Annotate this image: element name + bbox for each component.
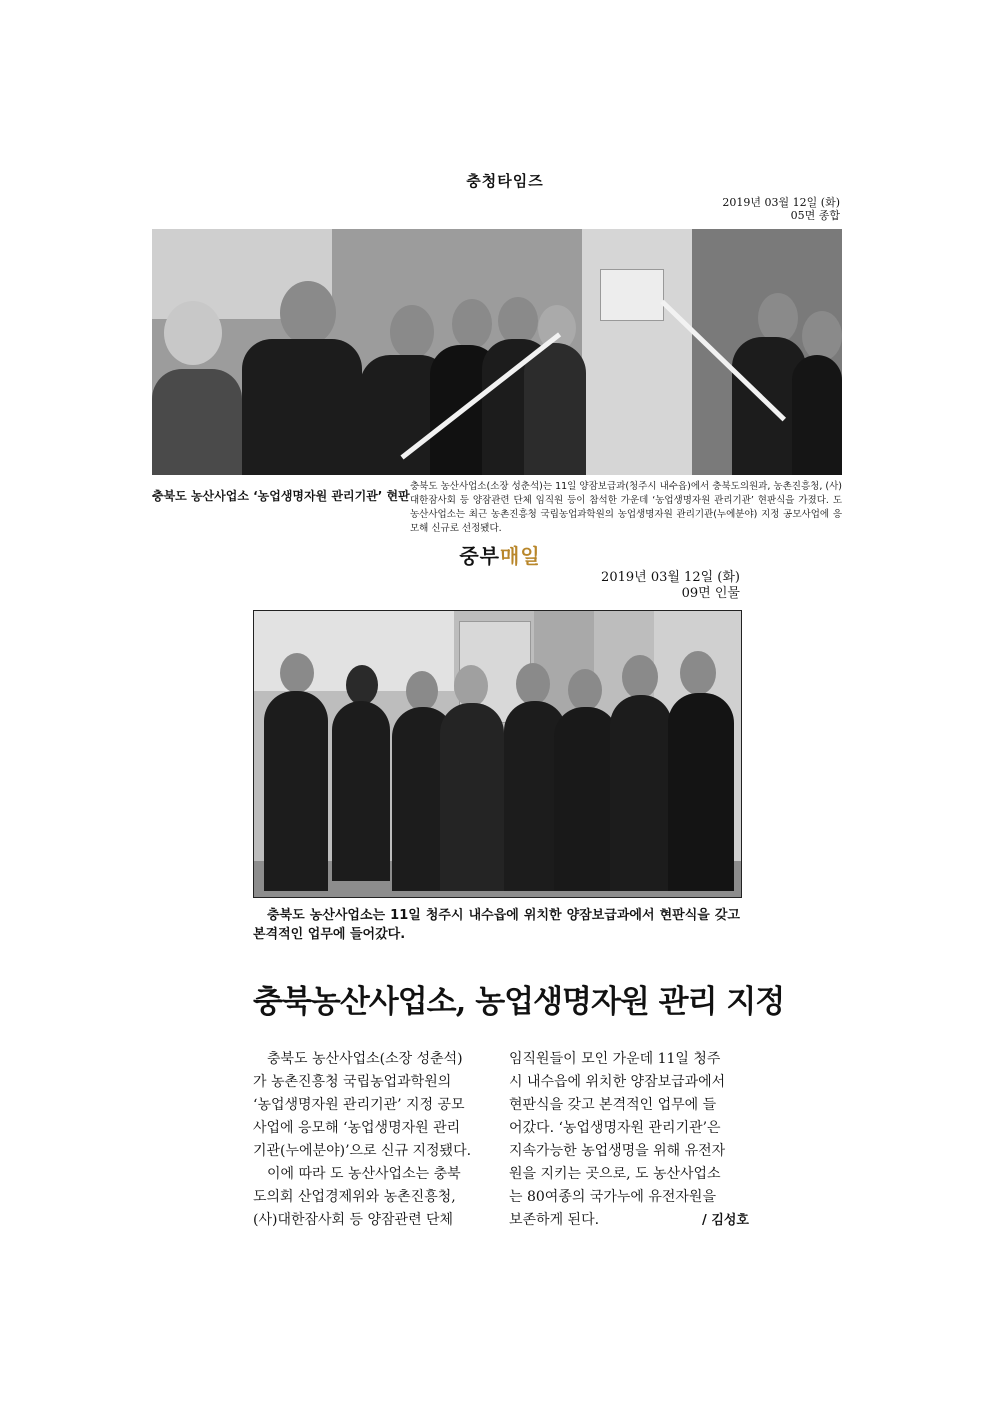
body-line: 지속가능한 농업생명을 위해 유전자 bbox=[509, 1143, 726, 1159]
body-line: ‘농업생명자원 관리기관’ 지정 공모 bbox=[253, 1097, 465, 1113]
date-text: 2019년 03월 12일 (화) bbox=[601, 570, 740, 585]
body-line: (사)대한잠사회 등 양잠관련 단체 bbox=[253, 1212, 454, 1228]
body-line: 임직원들이 모인 가운데 11일 청주 bbox=[509, 1051, 721, 1067]
ceremony-photo-1 bbox=[152, 229, 842, 475]
body-line: 현판식을 갖고 본격적인 업무에 들 bbox=[509, 1097, 717, 1113]
masthead-jungbu-maeil bbox=[420, 540, 580, 569]
ceremony-photo-2 bbox=[253, 610, 742, 898]
article-column-2 bbox=[509, 1048, 749, 1232]
body-line: 시 내수읍에 위치한 양잠보급과에서 bbox=[509, 1074, 726, 1090]
article-headline: 충북농산사업소, 농업생명자원 관리 지정 bbox=[253, 984, 785, 1020]
caption-body-1: 충북도 농산사업소(소장 성춘석)는 11일 양잠보급과(청주시 내수읍)에서 충북도의원과, 농촌진흥청, (사)대한잠사회 등 양잠관련 단체 임직원 등이 참석한 가운데 ‘농업생명자원 관리기관’ 현판식을 가졌다. 도 농산사업소는 최근 농촌진흥청 국립농업과학원의 농업생명자원 관리기관(누에분야) 지정 공모사업에 응모해 신규로 선정됐다. bbox=[410, 481, 842, 534]
body-line: 이에 따라 도 농산사업소는 충북 bbox=[253, 1166, 461, 1182]
body-line bbox=[509, 1209, 749, 1232]
body-line: 원을 지키는 곳으로, 도 농산사업소 bbox=[509, 1166, 721, 1182]
date-text: 2019년 03월 12일 (화) bbox=[722, 196, 840, 209]
masthead-part-b: 매일 bbox=[500, 544, 541, 568]
body-line: 는 80여종의 국가누에 유전자원을 bbox=[509, 1189, 716, 1205]
caption-2: 충북도 농산사업소는 11일 청주시 내수읍에 위치한 양잠보급과에서 현판식을 갖고 본격적인 업무에 들어갔다. bbox=[253, 908, 740, 942]
section-text: 09면 인물 bbox=[681, 586, 740, 601]
body-line: 기관(누에분야)’으로 신규 지정됐다. bbox=[253, 1143, 472, 1159]
publication-date-2 bbox=[560, 570, 740, 602]
body-line: 사업에 응모해 ‘농업생명자원 관리 bbox=[253, 1120, 461, 1136]
body-line-text: 보존하게 된다. bbox=[509, 1212, 600, 1228]
article-column-1 bbox=[253, 1048, 493, 1232]
caption-headline-1: 충북도 농산사업소 ‘농업생명자원 관리기관’ 현판 bbox=[152, 489, 410, 503]
body-line: 가 농촌진흥청 국립농업과학원의 bbox=[253, 1074, 452, 1090]
body-line: 도의회 산업경제위와 농촌진흥청, bbox=[253, 1189, 456, 1205]
byline: / 김성호 bbox=[702, 1213, 749, 1228]
masthead-part-a: 중부 bbox=[459, 544, 500, 568]
publication-date-1 bbox=[640, 196, 840, 222]
section-text: 05면 종합 bbox=[790, 209, 840, 222]
body-line: 어갔다. ‘농업생명자원 관리기관’은 bbox=[509, 1120, 721, 1136]
masthead-chungcheong-times: 충청타임즈 bbox=[466, 172, 544, 190]
body-line: 충북도 농산사업소(소장 성춘석) bbox=[253, 1051, 463, 1067]
